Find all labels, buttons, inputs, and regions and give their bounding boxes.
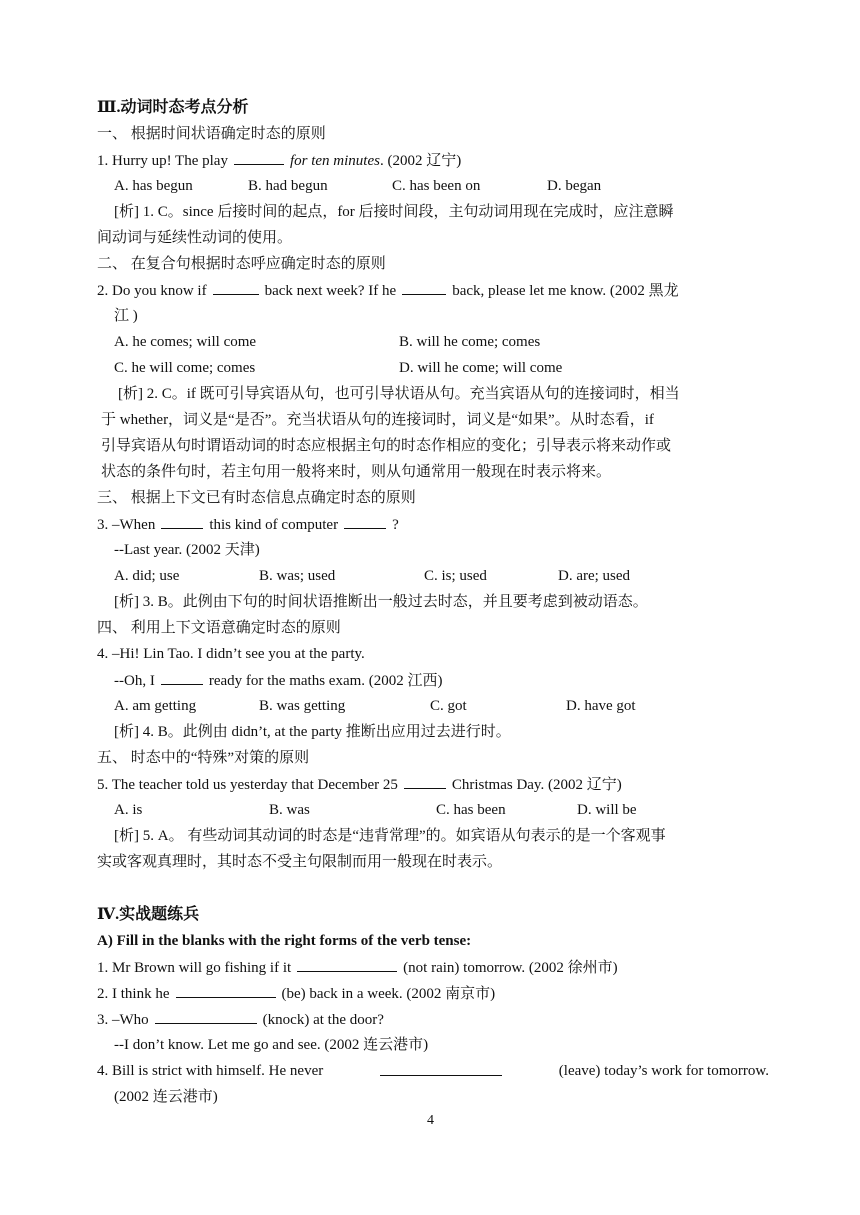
question-3-options xyxy=(114,566,774,586)
question-4-options xyxy=(114,696,774,716)
answer-blank[interactable] xyxy=(404,774,446,789)
option: D. have got xyxy=(566,698,636,714)
principle-1: 一、 根据时间状语确定时态的原则 xyxy=(97,126,326,142)
answer-blank[interactable] xyxy=(234,150,284,165)
analysis-2-line-4: 状态的条件句时，若主句用一般将来时，则从句通常用一般现在时表示将来。 xyxy=(101,464,612,480)
exercise-3: 3. –Who (knock) at the door? xyxy=(97,1009,384,1030)
answer-blank[interactable] xyxy=(297,957,397,972)
exercise-3-reply: --I don’t know. Let me go and see. (2002 连云港市) xyxy=(114,1037,429,1053)
option: A. has begun xyxy=(114,178,193,194)
option: C. he will come; comes xyxy=(114,360,256,376)
exercise-4: 4. Bill is strict with himself. He never (leave) today’s work for tomorrow. xyxy=(97,1063,769,1079)
answer-blank[interactable] xyxy=(176,983,276,998)
analysis-1-line-2: 间动词与延续性动词的使用。 xyxy=(97,230,293,246)
option: A. is xyxy=(114,802,143,818)
option: C. has been xyxy=(436,802,506,818)
option: A. he comes; will come xyxy=(114,334,257,350)
option: D. will he come; will come xyxy=(399,360,563,376)
question-3: 3. –When this kind of computer ? xyxy=(97,514,399,535)
question-4-reply: --Oh, I ready for the maths exam. (2002 江西) xyxy=(114,670,443,691)
option: B. will he come; comes xyxy=(399,334,541,350)
exercise-2: 2. I think he (be) back in a week. (2002 南京市) xyxy=(97,983,495,1004)
question-2: 2. Do you know if back next week? If he back, please let me know. (2002 黑龙 xyxy=(97,280,679,301)
option: A. am getting xyxy=(114,698,197,714)
analysis-2-line-1: [析] 2. C。if 既可引导宾语从句，也可引导状语从句。充当宾语从句的连接词时，相当 xyxy=(118,386,680,402)
analysis-2-line-3: 引导宾语从句时谓语动词的时态应根据主句的时态作相应的变化；引导表示将来动作或 xyxy=(101,438,672,454)
section-4-heading: Ⅳ.实战题练兵 xyxy=(97,906,200,923)
answer-blank[interactable] xyxy=(155,1009,257,1024)
option: D. are; used xyxy=(558,568,631,584)
question-4: 4. –Hi! Lin Tao. I didn’t see you at the party. xyxy=(97,646,365,662)
question-5-options xyxy=(114,800,774,820)
exercise-1: 1. Mr Brown will go fishing if it (not rain) tomorrow. (2002 徐州市) xyxy=(97,957,618,978)
question-5: 5. The teacher told us yesterday that December 25 Christmas Day. (2002 辽宁) xyxy=(97,774,622,795)
question-2-continuation: 江 ) xyxy=(114,308,138,324)
page-number: 4 xyxy=(427,1113,434,1128)
answer-blank[interactable] xyxy=(161,514,203,529)
answer-blank[interactable] xyxy=(213,280,259,295)
option: D. will be xyxy=(577,802,637,818)
analysis-5-line-2: 实或客观真理时，其时态不受主句限制而用一般现在时表示。 xyxy=(97,854,503,870)
answer-blank[interactable] xyxy=(344,514,386,529)
answer-blank[interactable] xyxy=(380,1061,502,1076)
option: B. was; used xyxy=(259,568,336,584)
exercise-4-continuation: (2002 连云港市) xyxy=(114,1089,218,1105)
option: B. was xyxy=(269,802,310,818)
option: B. had begun xyxy=(248,178,328,194)
principle-2: 二、 在复合句根据时态呼应确定时态的原则 xyxy=(97,256,386,272)
principle-5: 五、 时态中的“特殊”对策的原则 xyxy=(97,750,310,766)
principle-4: 四、 利用上下文语意确定时态的原则 xyxy=(97,620,341,636)
question-3-reply: --Last year. (2002 天津) xyxy=(114,542,260,558)
analysis-5-line-1: [析] 5. A。 有些动词其动词的时态是“违背常理”的。如宾语从句表示的是一个客观事 xyxy=(114,828,666,844)
option: C. is; used xyxy=(424,568,487,584)
question-1: 1. Hurry up! The play for ten minutes. (2002 辽宁) xyxy=(97,150,461,171)
answer-blank[interactable] xyxy=(161,670,203,685)
analysis-3: [析] 3. B。此例由下句的时间状语推断出一般过去时态，并且要考虑到被动语态。 xyxy=(114,594,648,610)
principle-3: 三、 根据上下文已有时态信息点确定时态的原则 xyxy=(97,490,416,506)
analysis-2-line-2: 于 whether，词义是“是否”。充当状语从句的连接词时，词义是“如果”。从时态看，if xyxy=(101,412,654,428)
question-2-options-row-2 xyxy=(114,358,774,378)
option: B. was getting xyxy=(259,698,346,714)
answer-blank[interactable] xyxy=(402,280,446,295)
exercise-instructions: A) Fill in the blanks with the right forms of the verb tense: xyxy=(97,933,472,949)
option: C. has been on xyxy=(392,178,481,194)
option: D. began xyxy=(547,178,602,194)
analysis-4: [析] 4. B。此例由 didn’t, at the party 推断出应用过去进行时。 xyxy=(114,724,511,740)
option: C. got xyxy=(430,698,467,714)
section-3-heading: Ⅲ.动词时态考点分析 xyxy=(97,99,249,116)
option: A. did; use xyxy=(114,568,180,584)
analysis-1-line-1: [析] 1. C。since 后接时间的起点，for 后接时间段，主句动词用现在完成时，应注意瞬 xyxy=(114,204,674,220)
question-2-options-row-1 xyxy=(114,332,774,352)
